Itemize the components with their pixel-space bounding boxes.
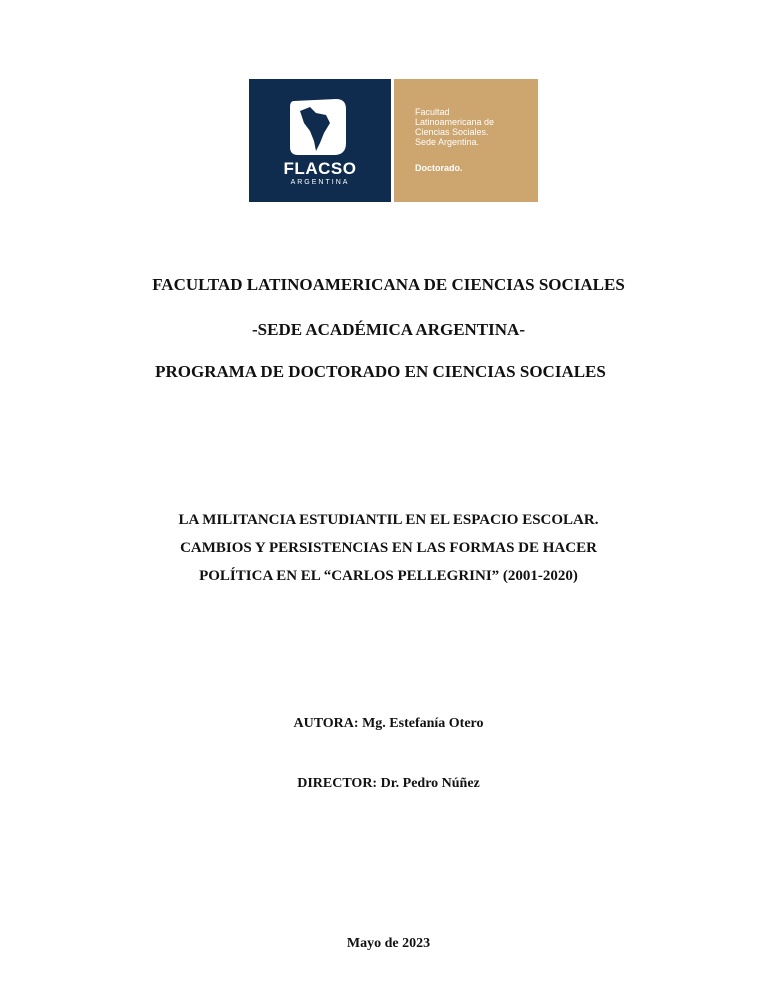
doctoral-program: PROGRAMA DE DOCTORADO EN CIENCIAS SOCIALES (155, 362, 606, 381)
logo-program: Doctorado. (415, 163, 463, 173)
institution-seat: -SEDE ACADÉMICA ARGENTINA- (252, 320, 525, 339)
director: DIRECTOR: Dr. Pedro Núñez (297, 776, 480, 791)
latin-america-map-icon (286, 97, 352, 157)
logo-description-line: Ciencias Sociales. (415, 127, 489, 137)
thesis-title-line: LA MILITANCIA ESTUDIANTIL EN EL ESPACIO ESCOLAR. (178, 512, 599, 528)
logo-description-line: Latinoamericana de (415, 117, 495, 127)
thesis-title-line: POLÍTICA EN EL “CARLOS PELLEGRINI” (2001-2020) (199, 568, 578, 584)
logo-description (415, 107, 494, 147)
logo-text-panel (394, 79, 538, 202)
logo-description-line: Sede Argentina. (415, 137, 480, 147)
logo-description-line: Facultad (415, 107, 450, 117)
logo-brand-name: FLACSO (283, 159, 357, 178)
date: Mayo de 2023 (346, 936, 431, 951)
flacso-logo (249, 79, 538, 202)
thesis-title-line: CAMBIOS Y PERSISTENCIAS EN LAS FORMAS DE HACER (180, 540, 597, 556)
institution-name: FACULTAD LATINOAMERICANA DE CIENCIAS SOCIALES (152, 275, 625, 294)
logo-country: ARGENTINA (290, 179, 350, 186)
logo-brand-panel (249, 79, 391, 202)
author: AUTORA: Mg. Estefanía Otero (293, 716, 484, 731)
